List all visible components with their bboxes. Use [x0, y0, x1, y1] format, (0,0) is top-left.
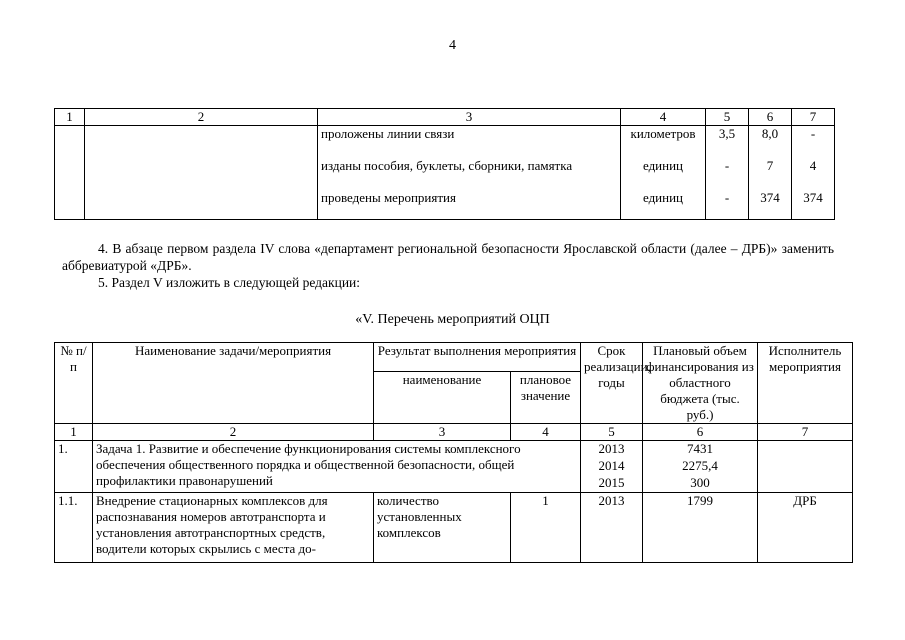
result-item: проложены линии связи: [321, 126, 455, 141]
amount-item: 7431: [687, 441, 713, 456]
header-num: № п/п: [55, 343, 93, 424]
header-cell: 6: [749, 109, 792, 126]
table-row: [55, 493, 853, 563]
unit-item: единиц: [642, 190, 684, 205]
year-item: 2014: [598, 458, 625, 473]
item-year: 2013: [581, 493, 643, 563]
col5-cell: [706, 126, 749, 220]
index-cell: 4: [511, 424, 581, 441]
year-item: 2013: [598, 441, 625, 456]
empty-cell: [85, 126, 318, 220]
task-years: [581, 441, 643, 493]
results-cell: [318, 126, 621, 220]
value-item: -: [724, 158, 730, 173]
task-executor: [758, 441, 853, 493]
index-cell: 5: [581, 424, 643, 441]
index-cell: 2: [93, 424, 374, 441]
task-number: 1.: [55, 441, 93, 493]
header-cell: 7: [792, 109, 835, 126]
units-cell: [621, 126, 706, 220]
col7-cell: [792, 126, 835, 220]
paragraph-5: 5. Раздел V изложить в следующей редакции:: [98, 275, 361, 290]
header-result-value: плановое значение: [511, 372, 581, 424]
value-item: 8,0: [761, 126, 779, 141]
unit-item: километров: [630, 126, 696, 141]
result-item: проведены мероприятия: [321, 190, 456, 205]
header-result-name: наименование: [374, 372, 511, 424]
value-item: 374: [760, 190, 780, 205]
value-item: 374: [803, 190, 823, 205]
header-cell: 2: [85, 109, 318, 126]
header-cell: 5: [706, 109, 749, 126]
header-name: Наименование задачи/мероприятия: [93, 343, 374, 424]
paragraph-4: 4. В абзаце первом раздела IV слова «департамент региональной безопасности Ярославской области (далее – ДРБ)» заменить аббревиатурой «ДРБ».: [62, 241, 834, 273]
index-cell: 7: [758, 424, 853, 441]
amount-item: 2275,4: [682, 458, 718, 473]
header-result: Результат выполнения мероприятия: [374, 343, 581, 372]
value-item: -: [810, 126, 816, 141]
item-name: Внедрение стационарных комплексов для распознавания номеров автотранспорта и установления автотранспортных средств, водители которых скрылись с места до-: [93, 493, 374, 563]
header-volume: Плановый объем финансирования из областного бюджета (тыс. руб.): [643, 343, 758, 424]
unit-item: единиц: [642, 158, 684, 173]
measures-table: [54, 342, 853, 563]
value-item: 3,5: [718, 126, 736, 141]
value-item: 4: [809, 158, 817, 173]
header-cell: 4: [621, 109, 706, 126]
table-header-row: [55, 343, 853, 372]
value-item: 7: [766, 158, 774, 173]
item-result-value: 1: [511, 493, 581, 563]
year-item: 2015: [598, 475, 625, 490]
table-header-row: [55, 109, 835, 126]
index-cell: 1: [55, 424, 93, 441]
item-amount: 1799: [643, 493, 758, 563]
table-row: [55, 126, 835, 220]
header-term: Срок реализации, годы: [581, 343, 643, 424]
item-result-name: количество установленных комплексов: [374, 493, 511, 563]
index-cell: 6: [643, 424, 758, 441]
amount-item: 300: [690, 475, 710, 490]
index-cell: 3: [374, 424, 511, 441]
value-item: -: [724, 190, 730, 205]
task-amounts: [643, 441, 758, 493]
result-item: изданы пособия, буклеты, сборники, памятка: [321, 158, 573, 173]
header-cell: 3: [318, 109, 621, 126]
continuation-table: [54, 108, 835, 220]
task-row: [55, 441, 853, 493]
page-number: 4: [449, 38, 456, 53]
header-executor: Исполнитель мероприятия: [758, 343, 853, 424]
task-name: Задача 1. Развитие и обеспечение функционирования системы комплексного обеспечения общественного порядка и общественной безопасности, общей профилактики правонарушений: [93, 441, 581, 493]
section-title: «V. Перечень мероприятий ОЦП: [355, 312, 550, 327]
item-number: 1.1.: [55, 493, 93, 563]
table-index-row: [55, 424, 853, 441]
empty-cell: [55, 126, 85, 220]
header-cell: 1: [55, 109, 85, 126]
item-executor: ДРБ: [758, 493, 853, 563]
col6-cell: [749, 126, 792, 220]
